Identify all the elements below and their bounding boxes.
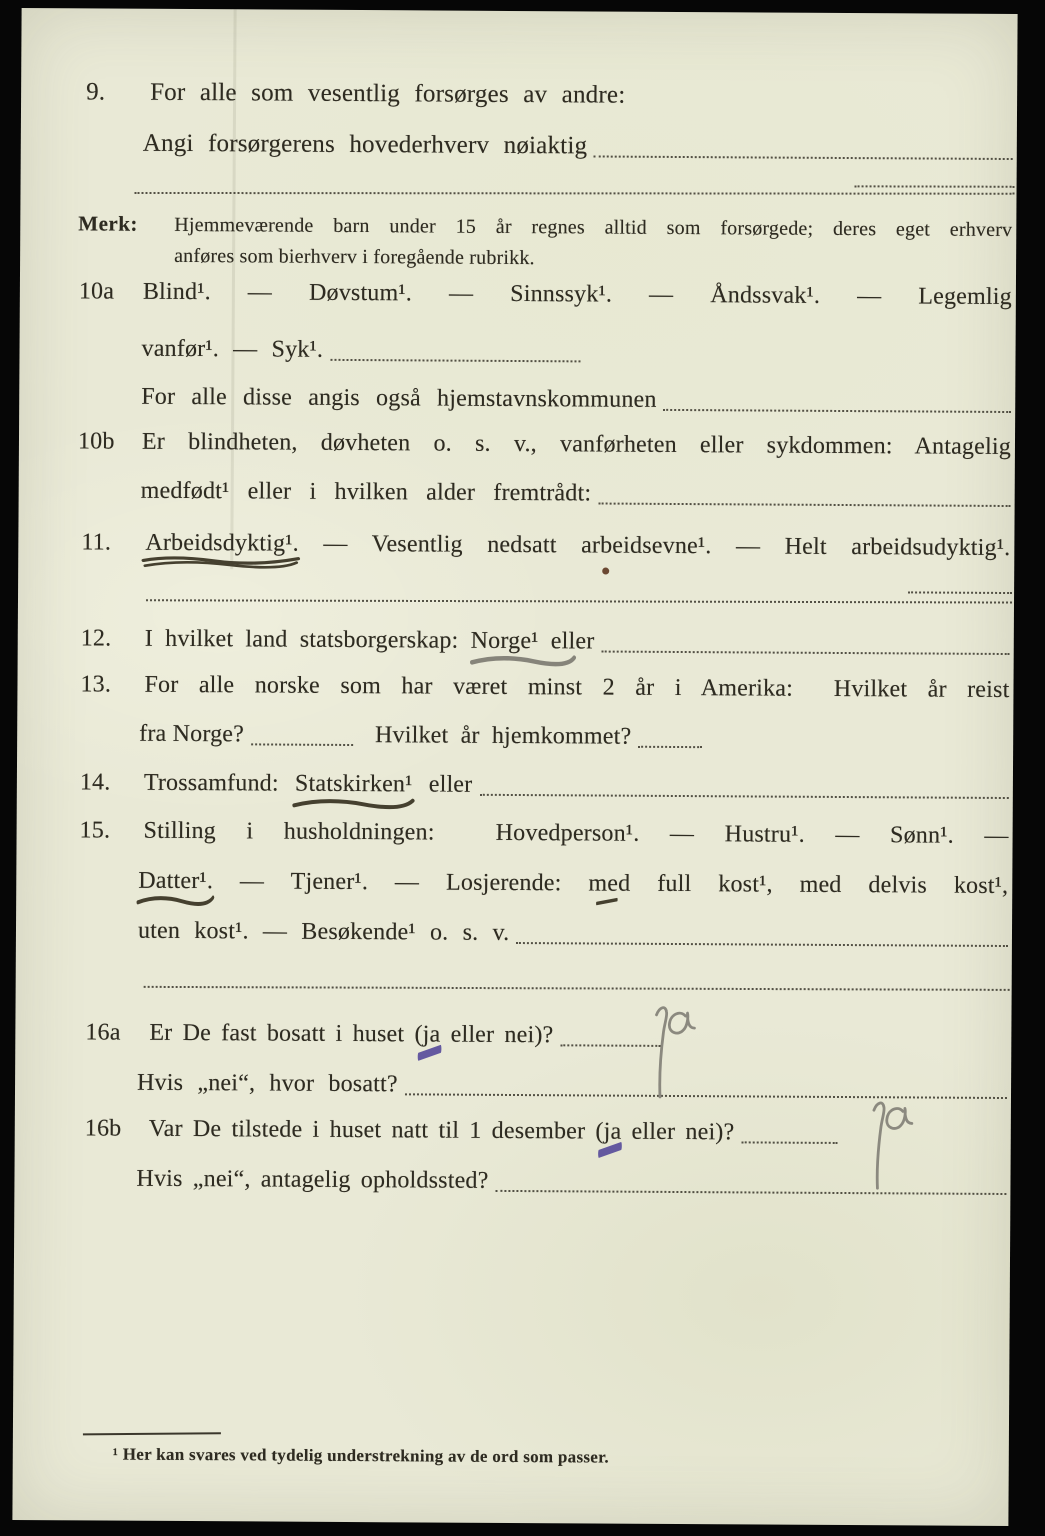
question-12-line [76, 625, 1010, 658]
dotted-rule [144, 986, 1010, 991]
question-9-text: For alle som vesentlig forsørges av andre: [150, 78, 626, 109]
question-9-number: 9. [86, 78, 106, 106]
marked-word-med [588, 870, 630, 898]
paper-sheet [12, 8, 1017, 1526]
question-15-line2 [74, 867, 1008, 900]
question-14-number: 14. [79, 769, 111, 796]
question-10b-line2 [77, 477, 1011, 510]
question-16a-text [149, 1020, 553, 1050]
question-12-text [145, 626, 595, 656]
question-16a-pre: Er De fast bosatt i huset [149, 1019, 415, 1048]
question-14-text [144, 770, 473, 800]
question-11-line [76, 529, 1010, 562]
question-16b-text [149, 1116, 735, 1147]
question-16b-text2: Hvis „nei“, antagelig opholdssted? [136, 1165, 489, 1194]
question-10a-line3 [77, 383, 1011, 416]
underline-stroke [472, 657, 574, 664]
question-9-line2 [79, 129, 1013, 163]
dotted-rule [135, 192, 1015, 195]
underline-stroke [599, 1145, 621, 1153]
dotted-answer-line [601, 647, 1009, 654]
question-13-line2 [75, 720, 1009, 753]
underline-stroke [597, 899, 618, 903]
dotted-answer-line [560, 1041, 660, 1047]
dotted-answer-line [251, 740, 353, 746]
dotted-answer-line [664, 405, 1012, 412]
dotted-rule [146, 599, 1012, 603]
question-11-rest: — Vesentlig nedsatt arbeidsevne¹. — Helt arbeidsudyktig¹. [298, 530, 1011, 562]
underline-stroke [418, 1048, 440, 1056]
word-ja: (ja [595, 1118, 622, 1145]
question-10b-text: Er blindheten, døvheten o. s. v., vanførheten eller sykdommen: Antagelig [141, 428, 1012, 461]
question-10a-text3: For alle disse angis også hjemstavnskommunen [141, 383, 657, 413]
question-16b-pre: Var De tilstede i huset natt til 1 desember [148, 1115, 596, 1145]
dotted-answer-line [330, 355, 580, 362]
question-15-text2a: — Tjener¹. — Losjerende: [212, 868, 589, 897]
question-13-text2b: Hvilket år hjemkommet? [374, 722, 632, 750]
question-16a-number: 16a [85, 1019, 121, 1046]
question-11-text [145, 530, 1010, 563]
stray-ink-dot [602, 568, 609, 575]
question-10a-text: Blind¹. — Døvstum¹. — Sinnssyk¹. — Åndssvak¹. — Legemlig [142, 278, 1012, 311]
question-16b-post: eller nei)? [621, 1118, 735, 1146]
question-11-number: 11. [81, 529, 112, 556]
question-16b-number: 16b [84, 1115, 122, 1142]
question-16b-line2 [72, 1165, 1006, 1198]
merk-label: Merk: [78, 211, 139, 236]
merk-note-line1 [78, 211, 1012, 242]
question-15-line3 [74, 917, 1008, 950]
question-9-line1 [79, 78, 1013, 112]
purple-underline [598, 1140, 623, 1156]
underlined-word-arbeidsdyktig [145, 530, 299, 559]
purple-underline [417, 1043, 442, 1059]
question-16a-line1 [73, 1019, 1007, 1052]
question-10a-number: 10a [78, 278, 115, 305]
question-10a-line2 [77, 335, 1011, 368]
question-10a-line1 [78, 278, 1012, 311]
dotted-answer-line [638, 742, 702, 747]
question-14-line [75, 769, 1009, 802]
question-12-pre: I hvilket land statsborgerskap: [144, 625, 471, 654]
question-15-text2b: full kost¹, med delvis kost¹, [630, 870, 1009, 900]
question-15-text2 [138, 868, 1008, 901]
question-10b-number: 10b [77, 428, 115, 455]
dotted-answer-line [741, 1138, 837, 1144]
hand-underline-ink [136, 891, 215, 907]
question-12-number: 12. [80, 625, 112, 652]
hand-underline-ink [291, 794, 416, 811]
question-13-line1 [75, 671, 1009, 704]
underlined-word-statskirken [295, 771, 413, 799]
underlined-word-ja-16a [414, 1021, 440, 1049]
dotted-answer-line [495, 1186, 1006, 1194]
dotted-answer-line [405, 1090, 1007, 1099]
footnote-rule [83, 1432, 221, 1435]
underline-stroke [138, 897, 213, 904]
word-ja: (ja [414, 1021, 441, 1048]
question-15-text3: uten kost¹. — Besøkende¹ o. s. v. [137, 917, 510, 946]
question-12-post: eller [538, 628, 595, 655]
question-13-number: 13. [80, 671, 112, 698]
question-16a-text2: Hvis „nei“, hvor bosatt? [136, 1069, 398, 1098]
dotted-answer-line [598, 499, 1010, 507]
merk-note-line2 [78, 244, 1012, 273]
question-16b-line1 [73, 1115, 1007, 1148]
pencil-underline [468, 651, 577, 668]
question-10b-line1 [77, 428, 1011, 461]
hand-underline-ink [141, 553, 304, 570]
word-datter: Datter¹. [138, 867, 214, 895]
word-arbeidsdyktig: Arbeidsdyktig¹. [145, 529, 299, 557]
question-10a-text2: vanfør¹. — Syk¹. [141, 335, 324, 363]
question-10b-text2: medfødt¹ eller i hvilken alder fremtrådt: [140, 477, 592, 507]
merk-text1: Hjemmeværende barn under 15 år regnes alltid som forsørgede; deres eget erhverv [174, 213, 1013, 242]
hand-mark [593, 897, 622, 905]
merk-text2: anføres som bierhverv i foregående rubrikk. [174, 244, 535, 270]
underline-stroke [294, 800, 412, 807]
underlined-word-datter [138, 868, 213, 896]
question-15-text: Stilling i husholdningen: Hovedperson¹. — Hustru¹. — Sønn¹. — [143, 817, 1009, 850]
dotted-answer-line [594, 152, 1013, 160]
question-9-subtext: Angi forsørgerens hovederhverv nøiaktig [142, 129, 588, 160]
question-16a-post: eller nei)? [440, 1021, 554, 1049]
footnote-text: ¹ Her kan svares ved tydelig understrekning av de ord som passer. [112, 1444, 610, 1467]
question-14-post: eller [412, 771, 473, 798]
question-16a-line2 [73, 1069, 1007, 1102]
question-14-pre: Trossamfund: [143, 769, 296, 797]
question-13-text: For alle norske som har været minst 2 år i Amerika: Hvilket år reist [144, 671, 1010, 704]
dotted-answer-line [479, 790, 1009, 798]
dotted-answer-line [516, 939, 1008, 947]
underlined-word-ja-16b [595, 1118, 621, 1146]
question-15-line1 [75, 817, 1009, 850]
question-13-text2a: fra Norge? [139, 720, 245, 748]
question-15-number: 15. [79, 817, 111, 844]
word-statskirken: Statskirken¹ [294, 770, 413, 798]
word-norge: Norge¹ [470, 627, 539, 655]
dotted-rule [855, 185, 1015, 187]
underlined-word-norge [471, 628, 539, 656]
word-med: med [588, 870, 631, 897]
dotted-rule [908, 591, 1012, 594]
